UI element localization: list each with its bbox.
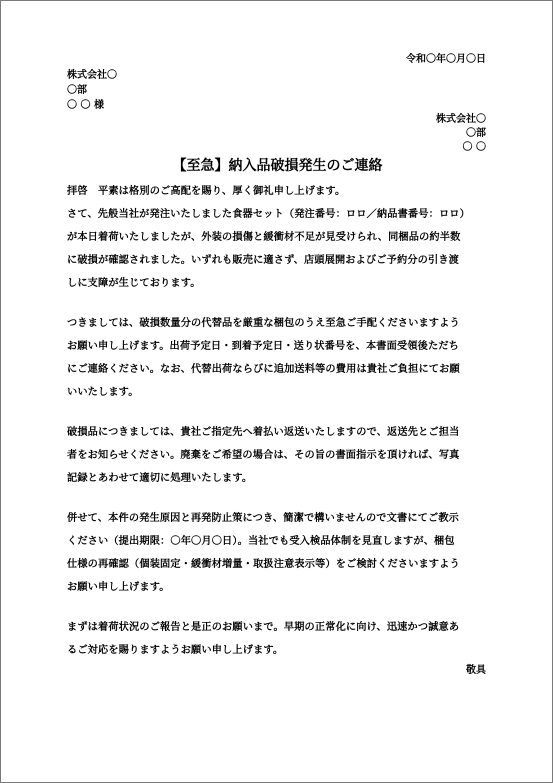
letter-title: 【至急】納入品破損発生のご連絡 (172, 158, 383, 174)
body-line: 仕様の再確認（個装固定・緩衝材増量・取扱注意表示等）をご検討くださいますよう (67, 559, 460, 570)
body-line: 者をお知らせください。廃棄をご希望の場合は、その旨の書面指示を頂ければ、写真 (67, 450, 460, 461)
letter-date: 令和〇年〇月〇日 (406, 54, 486, 65)
body-line: お願い申し上げます。 (67, 582, 170, 593)
body-line: に破損が確認されました。いずれも販売に適さず、店頭展開およびご予約分の引き渡 (67, 255, 460, 266)
sender-department: 〇部 (466, 128, 486, 139)
closing-text: 敬具 (466, 665, 486, 676)
sender-name: 〇 〇 (462, 142, 486, 153)
body-line: 併せて、本件の発生原因と再発防止策につき、簡潔で構いませんので文書にてご教示 (67, 513, 460, 524)
sender-company: 株式会社〇 (436, 114, 486, 125)
body-line: つきましては、破損数量分の代替品を厳重な梱包のうえ至急ご手配くださいますよう (67, 318, 460, 329)
body-line: お願い申し上げます。出荷予定日・到着予定日・送り状番号を、本書面受領後ただち (67, 341, 460, 352)
body-line: 破損品につきましては、貴社ご指定先へ着払い返送いたしますので、返送先とご担当 (67, 427, 460, 438)
body-line: るご対応を賜りますようお願い申し上げます。 (67, 645, 284, 656)
body-line: しに支障が生じております。 (67, 278, 201, 289)
body-line: にご連絡ください。なお、代替出荷ならびに追加送料等の費用は貴社ご負担にてお願 (67, 364, 460, 375)
recipient-name: 〇 〇 様 (67, 100, 104, 111)
recipient-department: 〇部 (67, 85, 87, 96)
body-line: さて、先般当社が発注いたしました食器セット（発注番号：ロロ／納品書番号：ロロ） (67, 209, 470, 220)
body-line: 記録とあわせて適切に処理いたします。 (67, 473, 253, 484)
body-line: いいたします。 (67, 387, 139, 398)
body-line: まずは着荷状況のご報告と是正のお願いまで。早期の正常化に向け、迅速かつ誠意あ (67, 622, 460, 633)
body-line: 拝啓 平素は格別のご高配を賜り、厚く御礼申し上げます。 (67, 186, 346, 197)
body-line: が本日着荷いたしましたが、外装の損傷と緩衝材不足が見受けられ、同梱品の約半数 (67, 232, 461, 243)
recipient-company: 株式会社〇 (67, 70, 117, 81)
body-line: ください（提出期限：〇年〇月〇日）。当社でも受入検品体制を見直しますが、梱包 (67, 536, 455, 547)
